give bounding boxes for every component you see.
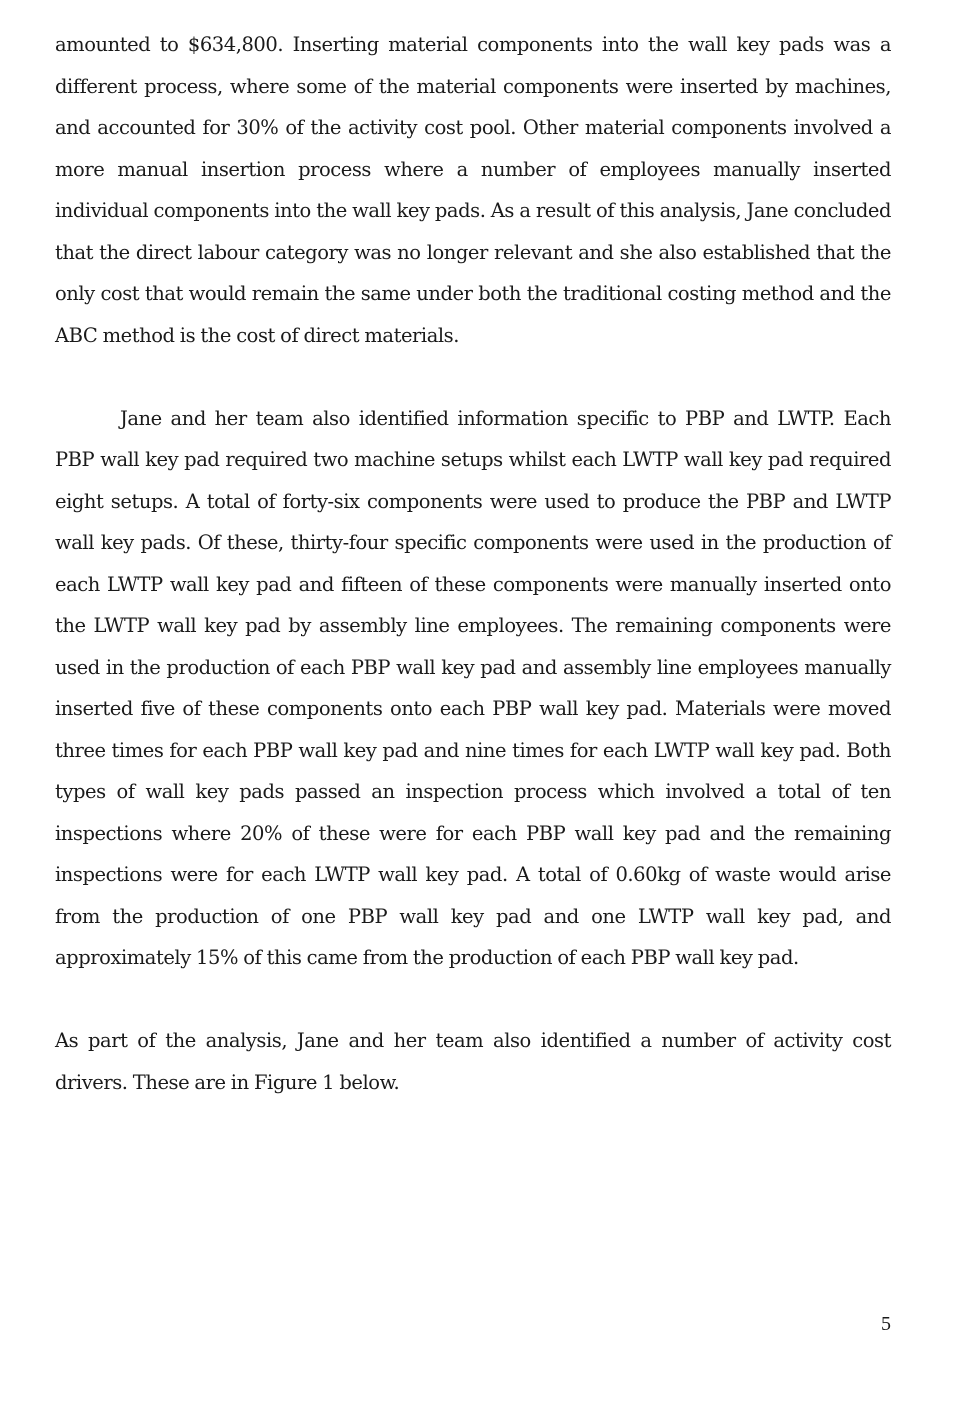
paragraph-activity-cost-drivers: As part of the analysis, Jane and her team also identified a number of activity cost drivers. These are in Figure 1 below. <box>55 1029 891 1094</box>
document-body <box>55 24 891 1103</box>
paragraph-pbp-lwtp-information: Jane and her team also identified information specific to PBP and LWTP. Each PBP wall key pad required two machine setups whilst each LWTP wall key pad required eight setups. A total of forty-six components were used to produce the PBP and LWTP wall key pads. Of these, thirty-four specific components were used in the production of each LWTP wall key pad and fifteen of these components were manually inserted onto the LWTP wall key pad by assembly line employees. The remaining components were used in the production of each PBP wall key pad and assembly line employees manually inserted five of these components onto each PBP wall key pad. Materials were moved three times for each PBP wall key pad and nine times for each LWTP wall key pad. Both types of wall key pads passed an inspection process which involved a total of ten inspections where 20% of these were for each PBP wall key pad and the remaining inspections were for each LWTP wall key pad. A total of 0.60kg of waste would arise from the production of one PBP wall key pad and one LWTP wall key pad, and approximately 15% of this came from the production of each PBP wall key pad. <box>55 406 891 969</box>
paragraph-abc-analysis: amounted to $634,800. Inserting material components into the wall key pads was a different process, where some of the material components were inserted by machines, and accounted for 30% of the activity cost pool. Other material components involved a more manual insertion process where a number of employees manually inserted individual components into the wall key pads. As a result of this analysis, Jane concluded that the direct labour category was no longer relevant and she also established that the only cost that would remain the same under both the traditional costing method and the ABC method is the cost of direct materials. <box>55 33 891 347</box>
page-number: 5 <box>881 1313 891 1335</box>
